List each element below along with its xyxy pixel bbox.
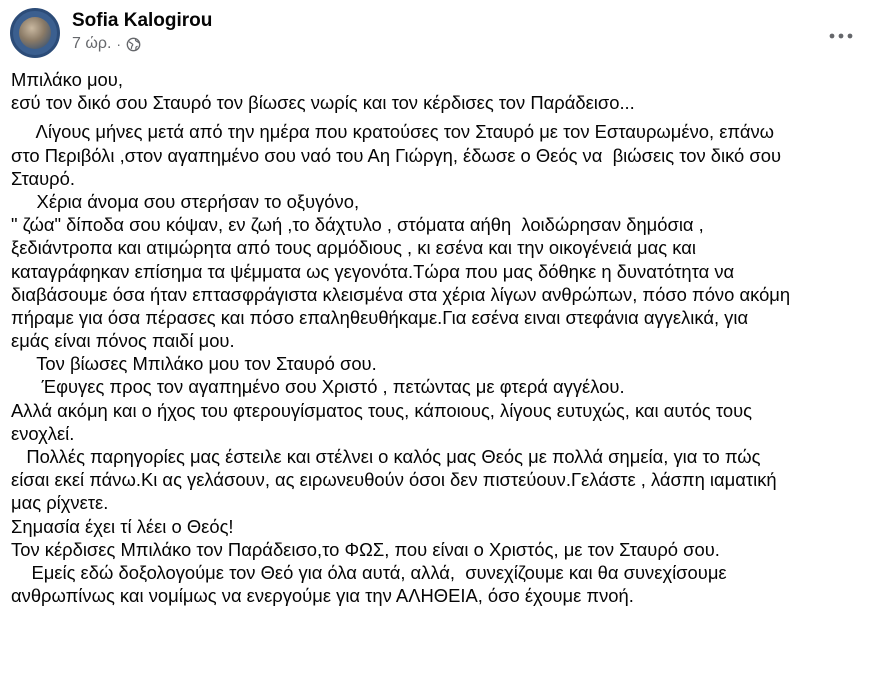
post-line: στο Περιβόλι ,στον αγαπημένο σου ναό του Αη Γιώργη, έδωσε ο Θεός να βιώσεις τον δικό σου — [11, 144, 782, 166]
post-line: ανθρωπίνως και νομίμως να ενεργούμε για την ΑΛΗΘΕΙΑ, όσο έχουμε πνοή. — [11, 585, 634, 607]
profile-avatar[interactable] — [10, 8, 60, 58]
post-line: καταγράφηκαν επίσημα τα ψέμματα ως γεγονότα.Τώρα που μας δόθηκε η δυνατότητα να — [11, 260, 735, 282]
post-line: Πολλές παρηγορίες μας έστειλε και στέλνει ο καλός μας Θεός με πολλά σημεία, για το πώς — [11, 446, 761, 467]
avatar-photo — [19, 17, 51, 49]
post-text — [11, 68, 873, 607]
post-line: είσαι εκεί πάνω.Κι ας γελάσουν, ας ειρωνευθούν όσοι δεν πιστεύουν.Γελάστε , λάσπη ιαματική — [11, 469, 777, 491]
more-options-icon — [829, 33, 853, 39]
meta-separator: · — [116, 36, 122, 52]
post-line: Σταυρό. — [11, 167, 75, 189]
post-line: διαβάσουμε όσα ήταν επτασφράγιστα κλεισμένα στα χέρια λίγων ανθρώπων, πόσο πόνο ακόμη — [11, 283, 791, 305]
post-line: Εμείς εδώ δοξολογούμε τον Θεό για όλα αυτά, αλλά, συνεχίζουμε και θα συνεχίσουμε — [11, 561, 727, 583]
post-meta — [72, 35, 141, 53]
post-line: Αλλά ακόμη και ο ήχος του φτερουγίσματος τους, κάποιους, λίγους ευτυχώς, και αυτός τους — [11, 399, 753, 421]
more-options-button[interactable] — [824, 24, 858, 48]
post-line: ξεδιάντροπα και ατιμώρητα από τους αρμόδιους , κι εσένα και την οικογένειά μας και — [11, 237, 696, 259]
globe-icon[interactable] — [126, 37, 141, 52]
post-line: εσύ τον δικό σου Σταυρό τον βίωσες νωρίς και τον κέρδισες τον Παράδεισο... — [11, 92, 635, 114]
post-line: Λίγους μήνες μετά από την ημέρα που κρατούσες τον Σταυρό με τον Εσταυρωμένο, επάνω — [11, 121, 775, 143]
post-line: Μπιλάκο μου, — [11, 69, 123, 90]
post-line: Τον βίωσες Μπιλάκο μου τον Σταυρό σου. — [11, 353, 377, 375]
post-line: εμάς είναι πόνος παιδί μου. — [11, 330, 235, 352]
post-timestamp[interactable]: 7 ώρ. — [72, 35, 112, 52]
post-line: πήραμε για όσα πέρασες και πόσο επαληθευθήκαμε.Για εσένα ειναι στεφάνια αγγελικά, για — [11, 306, 749, 328]
post-line: ενοχλεί. — [11, 422, 75, 444]
author-name[interactable]: Sofia Kalogirou — [72, 10, 213, 31]
post-header — [10, 8, 858, 60]
post-line: Τον κέρδισες Μπιλάκο τον Παράδεισο,το ΦΩΣ, που είναι ο Χριστός, με τον Σταυρό σου. — [11, 538, 720, 560]
post-line: μας ρίχνετε. — [11, 492, 109, 514]
post-line: Έφυγες προς τον αγαπημένο σου Χριστό , πετώντας με φτερά αγγέλου. — [11, 376, 625, 398]
post-line: Χέρια άνομα σου στερήσαν το οξυγόνο, — [11, 190, 360, 212]
post-line: Σημασία έχει τί λέει ο Θεός! — [11, 515, 234, 537]
post-line: " ζώα" δίποδα σου κόψαν, εν ζωή ,το δάχτυλο , στόματα αήθη λοιδώρησαν δημόσια , — [11, 214, 704, 236]
